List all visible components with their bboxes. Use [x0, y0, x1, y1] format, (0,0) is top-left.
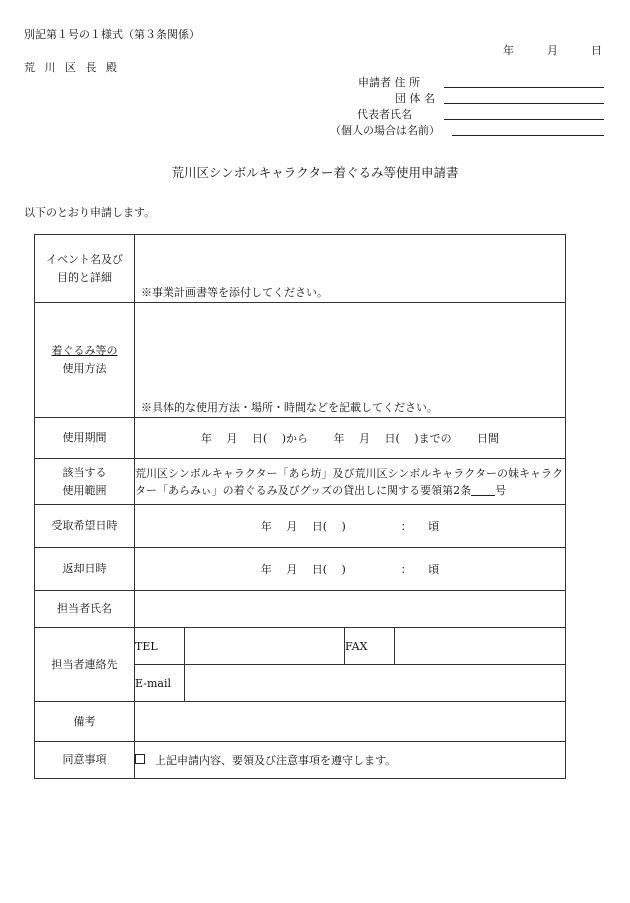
applicant-individual-row: [330, 122, 610, 138]
scope-label-line1: 該当する: [62, 465, 107, 479]
return-field[interactable]: 年 月 日( ) ： 頃: [135, 548, 566, 591]
consent-checkbox[interactable]: [135, 754, 145, 764]
row-person: [35, 591, 566, 628]
email-label: E-mail: [135, 665, 185, 702]
usage-label: [35, 303, 135, 418]
applicant-block: [330, 74, 610, 138]
applicant-org-field[interactable]: [444, 103, 604, 104]
applicant-individual-field[interactable]: [452, 135, 604, 136]
period-field[interactable]: 年 月 日( )から 年 月 日( )までの 日間: [135, 418, 566, 459]
date-line: [503, 42, 602, 58]
scope-label-line2: 使用範囲: [62, 483, 107, 497]
row-remarks: [35, 702, 566, 742]
email-field[interactable]: [185, 665, 566, 702]
applicant-rep-label: 代表者氏名: [357, 108, 412, 121]
applicant-individual-label: （個人の場合は名前）: [330, 124, 440, 137]
usage-label-line2: 使用方法: [62, 362, 107, 375]
document-title: 荒川区シンボルキャラクター着ぐるみ等使用申請書: [171, 165, 459, 180]
applicant-org-row: [330, 90, 610, 106]
row-contact-tel: [35, 628, 566, 665]
application-form-table: [34, 234, 566, 779]
intro-text: 以下のとおり申請します。: [24, 206, 156, 219]
applicant-address-label: 申請者 住 所: [358, 76, 420, 89]
pickup-label: 受取希望日時: [35, 505, 135, 548]
scope-label: [35, 459, 135, 505]
period-label: 使用期間: [35, 418, 135, 459]
row-period: [35, 418, 566, 459]
event-note: ※事業計画書等を添付してください。: [141, 286, 328, 299]
scope-text-line2: [135, 482, 565, 499]
date-year: 年: [503, 44, 514, 57]
row-return: [35, 548, 566, 591]
usage-note: ※具体的な使用方法・場所・時間などを記載してください。: [141, 401, 438, 414]
event-label-line1: イベント名及び: [46, 252, 123, 266]
applicant-address-row: [330, 74, 610, 90]
applicant-address-field[interactable]: [444, 87, 604, 88]
date-day: 日: [591, 44, 602, 57]
person-label: 担当者氏名: [35, 591, 135, 628]
contact-label: 担当者連絡先: [35, 628, 135, 702]
applicant-rep-field[interactable]: [444, 119, 604, 120]
remarks-label: 備考: [35, 702, 135, 742]
event-field[interactable]: [135, 235, 566, 303]
tel-label: TEL: [135, 628, 185, 665]
date-month: 月: [547, 44, 558, 57]
event-label-line2: 目的と詳細: [57, 270, 112, 284]
row-usage: [35, 303, 566, 418]
scope-number-field[interactable]: [471, 483, 495, 496]
fax-label: FAX: [345, 628, 395, 665]
row-scope: [35, 459, 566, 505]
row-event: [35, 235, 566, 303]
scope-text-line1: 荒川区シンボルキャラクター「あら坊」及び荒川区シンボルキャラクターの妹キャラク: [135, 466, 564, 480]
scope-text-suffix: 号: [495, 483, 507, 497]
pickup-field[interactable]: 年 月 日( ) ： 頃: [135, 505, 566, 548]
usage-field[interactable]: [135, 303, 566, 418]
row-pickup: [35, 505, 566, 548]
row-consent: [35, 742, 566, 779]
return-label: 返却日時: [35, 548, 135, 591]
usage-label-line1: 着ぐるみ等の: [51, 344, 118, 357]
scope-text-line2-main: ター「あらみぃ」の着ぐるみ及びグッズの貸出しに関する要領第2条: [135, 483, 472, 497]
remarks-field[interactable]: [135, 702, 566, 742]
addressee: 荒 川 区 長 殿: [24, 61, 120, 74]
consent-field: [135, 742, 566, 779]
person-field[interactable]: [135, 591, 566, 628]
event-label: [35, 235, 135, 303]
fax-field[interactable]: [395, 628, 566, 665]
consent-text: 上記申請内容、要領及び注意事項を遵守します。: [155, 754, 397, 767]
applicant-org-label: 団 体 名: [395, 92, 435, 105]
tel-field[interactable]: [185, 628, 345, 665]
form-reference: 別記第１号の１様式（第３条関係）: [24, 28, 200, 41]
scope-field: [135, 459, 566, 505]
consent-label: 同意事項: [35, 742, 135, 779]
applicant-rep-row: [330, 106, 610, 122]
